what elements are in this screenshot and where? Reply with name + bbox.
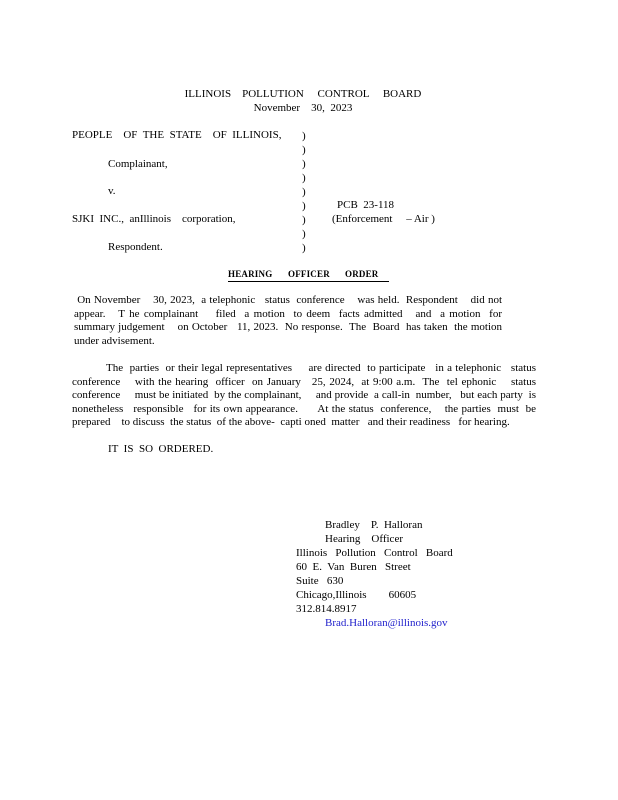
plaintiff-name: PEOPLE OF THE STATE OF ILLINOIS, <box>72 129 282 141</box>
signer-city: Chicago,Illinois 60605 <box>296 589 417 601</box>
paragraph-status-conference: On November 30, 2023, a telephonic status conference was held. Respondent did not appear. T he complainant filed a motion to deem facts admitted and a motion for summary judgement on October 11, 2023. No response. The Board has taken the motion under advisement. <box>74 294 511 347</box>
signer-title: Hearing Officer <box>325 533 403 545</box>
closing-ordered: IT IS SO ORDERED. <box>108 443 214 455</box>
caption-paren: ) <box>302 186 306 198</box>
paragraph-directions <box>72 362 539 430</box>
order-heading <box>228 269 389 282</box>
caption-paren: ) <box>302 172 306 184</box>
caption-paren: ) <box>302 200 306 212</box>
signer-suite: Suite 630 <box>296 575 344 587</box>
signer-street: 60 E. Van Buren Street <box>296 561 411 573</box>
caption-paren: ) <box>302 130 306 142</box>
caption-paren: ) <box>302 158 306 170</box>
signer-organization: Illinois Pollution Control Board <box>296 547 453 559</box>
signer-name: Bradley P. Halloran <box>325 519 423 531</box>
versus-label: v. <box>108 185 116 197</box>
plaintiff-role: Complainant, <box>108 158 168 170</box>
defendant-role: Respondent. <box>108 241 163 253</box>
order-date: November 30, 2023 <box>253 102 353 114</box>
caption-paren: ) <box>302 144 306 156</box>
order-heading-word: ORDER <box>345 269 379 279</box>
caption-paren: ) <box>302 242 306 254</box>
order-heading-word: HEARING <box>228 269 273 279</box>
case-type: (Enforcement – Air ) <box>332 213 435 225</box>
signer-phone: 312.814.8917 <box>296 603 357 615</box>
board-title: ILLINOIS POLLUTION CONTROL BOARD <box>184 88 422 100</box>
paragraph-directions-text: The parties or their legal representatives are directed to participate in a telephonic status conference with the hearing officer on January 25, 2024, at 9:00 a.m. The tel ephonic status conference must be initiated by the complainant, and provide a call-in number, but each party is nonetheless responsible for its own appearance. At the status conference, the parties must be prepared to discuss the status of the above- capti oned matter and their readiness for hearing. <box>72 362 539 428</box>
case-number: PCB 23-118 <box>337 199 395 211</box>
order-heading-word: OFFICER <box>288 269 330 279</box>
caption-paren: ) <box>302 214 306 226</box>
caption-paren: ) <box>302 228 306 240</box>
defendant-name: SJKI INC., anIllinois corporation, <box>72 213 236 225</box>
signer-email-link[interactable]: Brad.Halloran@illinois.gov <box>325 617 448 629</box>
